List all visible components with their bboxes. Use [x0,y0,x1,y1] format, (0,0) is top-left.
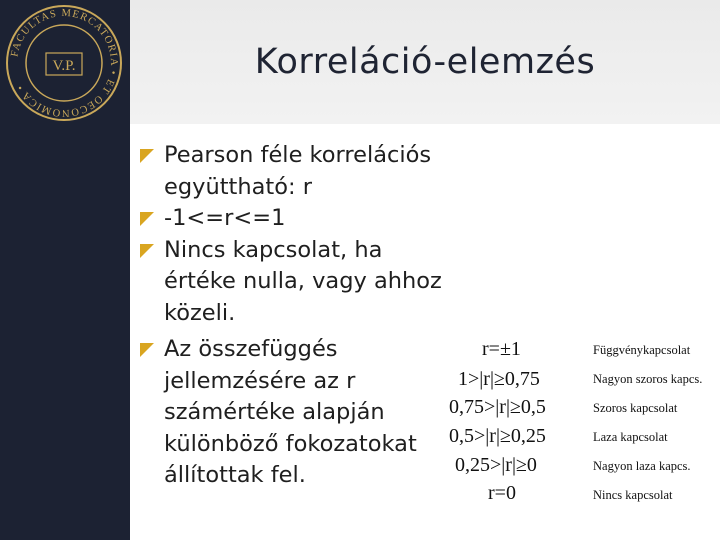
range-value: r=0 [488,482,516,504]
bullet-item [138,140,458,203]
triangle-bullet-icon [140,149,154,163]
triangle-bullet-icon [140,343,154,357]
level-label: Nagyon laza kapcs. [593,459,691,473]
range-value: r=±1 [482,338,521,360]
level-label: Függvénykapcsolat [593,343,691,357]
bullet-list [138,140,458,492]
bullet-item [138,235,458,330]
faculty-seal-logo [3,2,125,124]
level-label: Laza kapcsolat [593,430,668,444]
level-label: Szoros kapcsolat [593,401,678,415]
bullet-text: Pearson féle korrelációs együttható: r [164,142,432,200]
logo-initials: V.P. [52,58,76,74]
level-label: Nincs kapcsolat [593,488,673,502]
range-value: 0,75>|r|≥0,5 [449,396,546,418]
bullet-text: -1<=r<=1 [164,205,286,231]
level-label: Nagyon szoros kapcs. [593,372,703,386]
logo-ring-text: FACULTAS MERCATORIA • ET OECONOMICA • [9,7,120,119]
slide-title: Korreláció-elemzés [254,42,596,82]
triangle-bullet-icon [140,244,154,258]
range-value: 0,25>|r|≥0 [455,454,537,476]
bullet-text: Nincs kapcsolat, ha értéke nulla, vagy ahhoz közeli. [164,236,442,326]
bullet-text: Az összefüggés jellemzésére az r számértéke alapján különböző fokozatokat állítottak fel. [164,336,417,488]
triangle-bullet-icon [140,212,154,226]
range-value: 0,5>|r|≥0,25 [449,425,546,447]
range-value: 1>|r|≥0,75 [458,368,540,390]
bullet-item [138,334,458,492]
bullet-item [138,203,458,235]
